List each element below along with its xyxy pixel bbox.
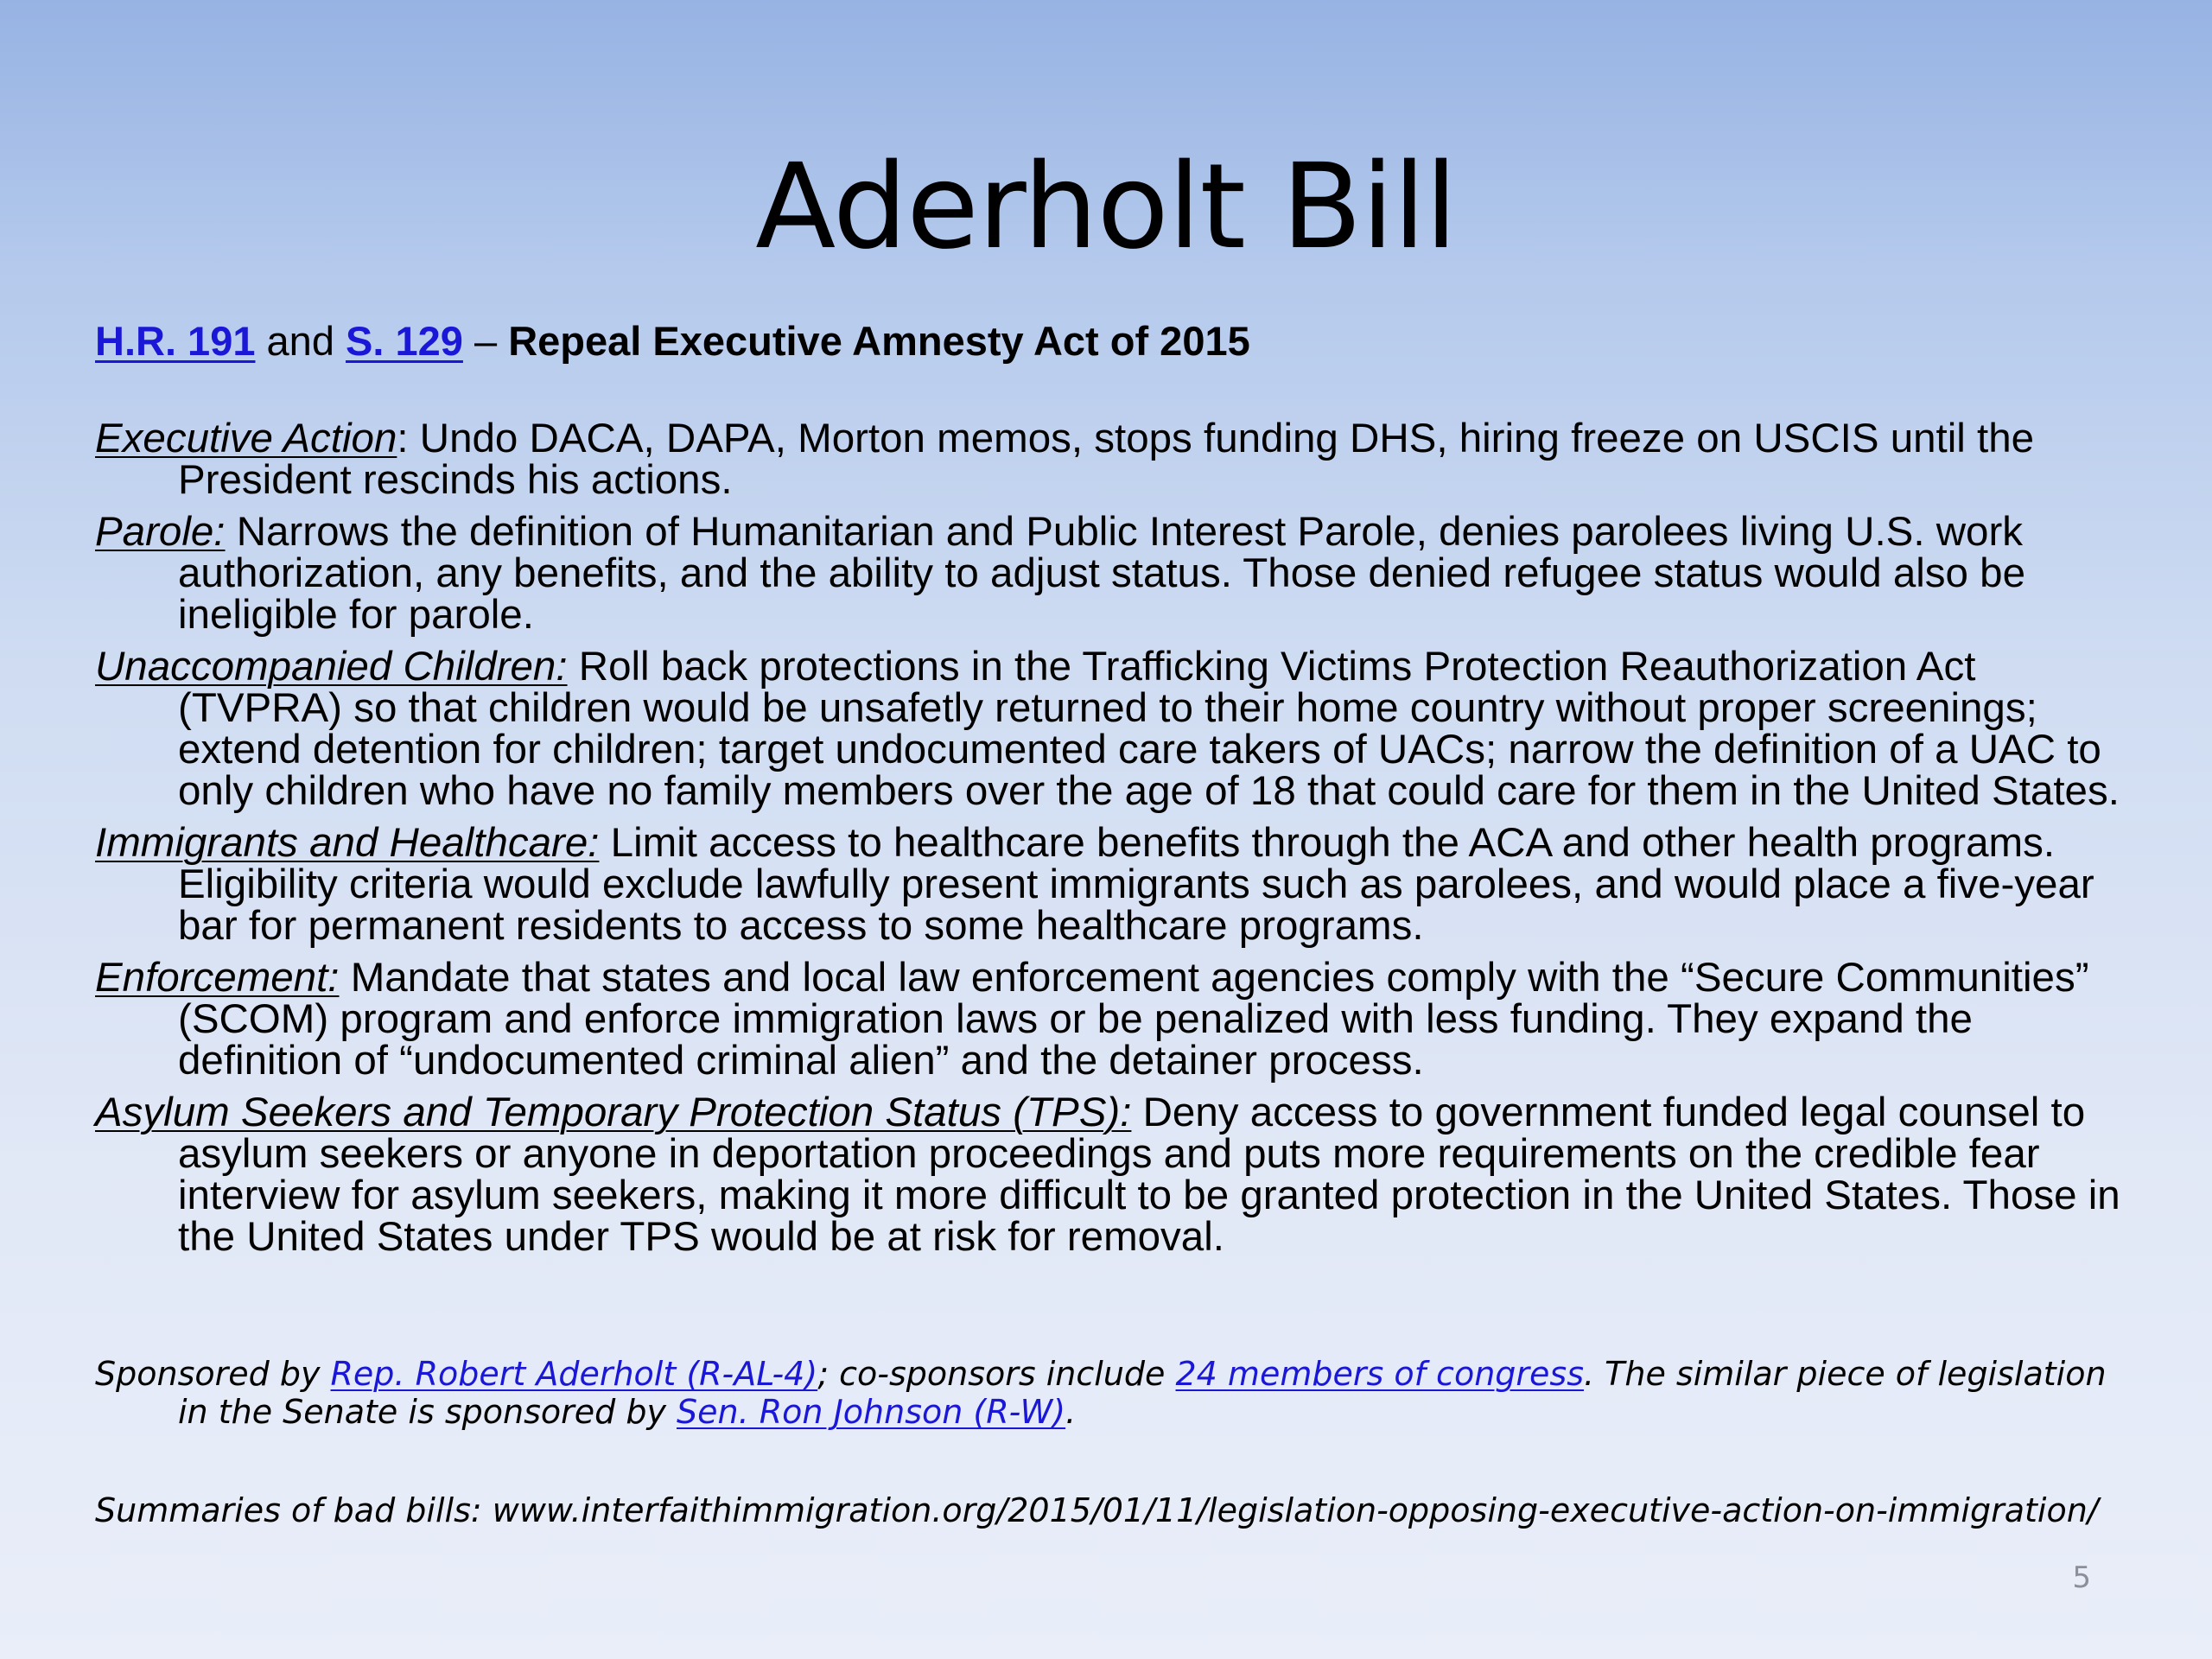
sponsor-prefix: Sponsored by xyxy=(95,1355,331,1393)
provision-term: Enforcement: xyxy=(95,955,340,1001)
provision-enforcement xyxy=(95,957,2134,1082)
page-number: 5 xyxy=(2072,1560,2091,1595)
hr-191-link[interactable]: H.R. 191 xyxy=(95,318,256,364)
subtitle-and-text: and xyxy=(255,318,346,364)
provision-unaccompanied-children xyxy=(95,646,2134,812)
s-129-link[interactable]: S. 129 xyxy=(346,318,463,364)
bill-subtitle xyxy=(95,315,1250,368)
act-name: Repeal Executive Amnesty Act of 2015 xyxy=(508,318,1250,364)
provision-text: Limit access to healthcare benefits through the ACA and other health programs. Eligibility criteria would exclude lawfully present immigrants such as parolees, and would place a five-year bar for permanent residents to access to some healthcare programs. xyxy=(178,820,2094,949)
provision-term: Executive Action xyxy=(95,416,397,461)
provision-colon: : xyxy=(397,416,409,461)
provision-text: Narrows the definition of Humanitarian and Public Interest Parole, denies parolees living U.S. work authorization, any benefits, and the ability to adjust status. Those denied refugee status would also be ineligible for parole. xyxy=(178,509,2026,638)
sponsor-suffix: . xyxy=(1065,1393,1077,1431)
provisions-list xyxy=(95,418,2134,1268)
provision-term: Asylum Seekers and Temporary Protection Status (TPS): xyxy=(95,1090,1132,1135)
provision-text: Mandate that states and local law enforcement agencies comply with the “Secure Communities” (SCOM) program and enforce immigration laws or be penalized with less funding. They expand the definition of “undocumented criminal alien” and the detainer process. xyxy=(178,955,2089,1084)
sponsor-mid-2: . The similar piece of legislation in the Senate is sponsored by xyxy=(178,1355,2107,1431)
provision-term: Immigrants and Healthcare: xyxy=(95,820,600,866)
provision-parole xyxy=(95,509,2134,638)
sponsor-mid-1: ; co-sponsors include xyxy=(817,1355,1176,1393)
aderholt-link[interactable]: Rep. Robert Aderholt (R-AL-4) xyxy=(330,1355,818,1393)
subtitle-dash: – xyxy=(462,318,509,364)
provision-term: Unaccompanied Children: xyxy=(95,644,568,690)
provision-text: Roll back protections in the Trafficking Victims Protection Reauthorization Act (TVPRA) so that children would be unsafetly returned to their home country without proper screenings; extend detention for children; target undocumented care takers of UACs; narrow the definition of a UAC to only children who have no family members over the age of 18 that could care for them in the United States. xyxy=(178,644,2120,814)
provision-executive-action xyxy=(95,418,2134,501)
provision-text: Deny access to government funded legal counsel to asylum seekers or anyone in deportation proceedings and puts more requirements on the credible fear interview for asylum seekers, making it more difficult to be granted protection in the United States. Those in the United States under TPS would be at risk for removal. xyxy=(178,1090,2120,1260)
provision-text: Undo DACA, DAPA, Morton memos, stops funding DHS, hiring freeze on USCIS until the President rescinds his actions. xyxy=(178,416,2035,503)
slide-title: Aderholt Bill xyxy=(755,139,1457,276)
provision-term: Parole: xyxy=(95,509,226,555)
provision-immigrants-healthcare xyxy=(95,820,2134,949)
ron-johnson-link[interactable]: Sen. Ron Johnson (R-W) xyxy=(677,1393,1066,1431)
cosponsors-link[interactable]: 24 members of congress xyxy=(1175,1355,1584,1393)
summaries-url-text: Summaries of bad bills: www.interfaithimmigration.org/2015/01/11/legislation-opposing-executive-action-on-immigration/ xyxy=(95,1491,2099,1529)
provision-asylum-tps xyxy=(95,1092,2134,1258)
sponsor-note xyxy=(95,1355,2134,1431)
